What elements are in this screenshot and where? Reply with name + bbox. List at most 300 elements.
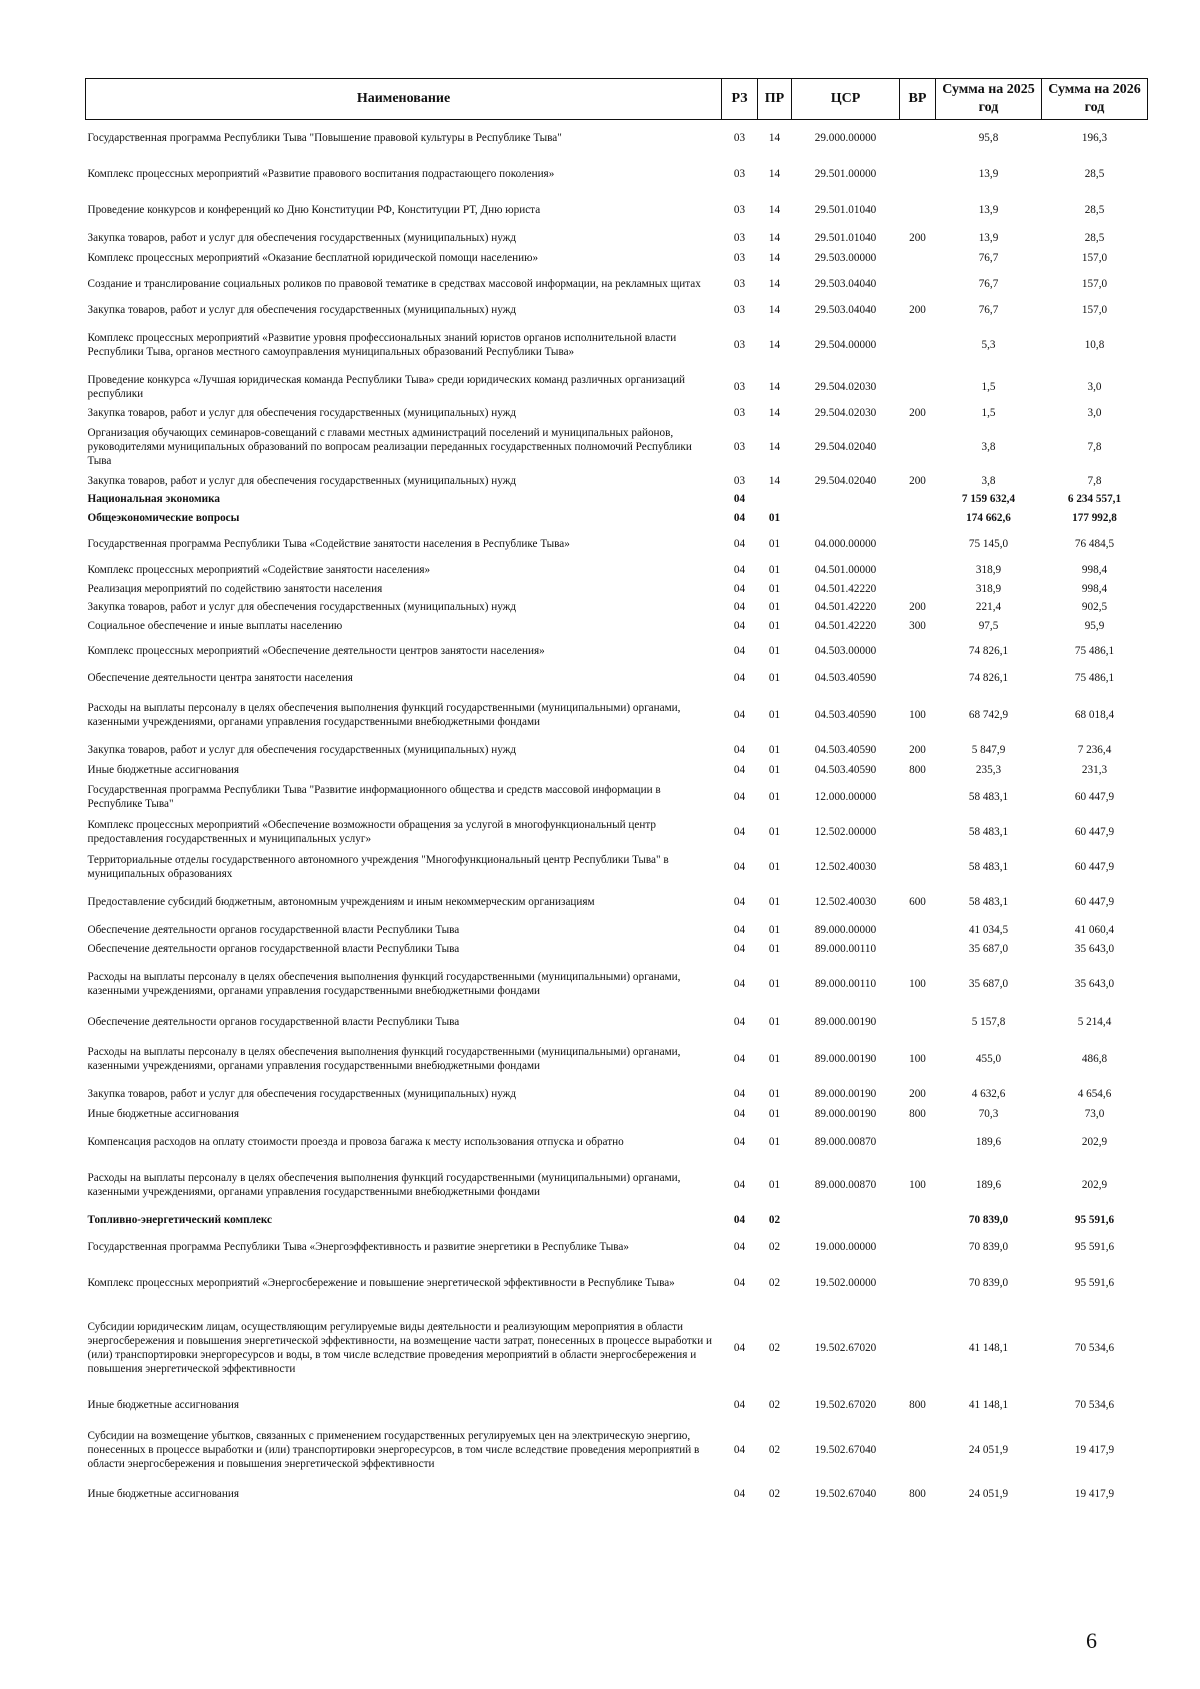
- row-vr: 100: [909, 977, 926, 990]
- row-sum-2025: 318,9: [975, 582, 1002, 595]
- row-name: Обеспечение деятельности органов государственной власти Республики Тыва: [87, 1015, 460, 1028]
- row-vr: 800: [909, 1107, 926, 1120]
- row-pr: 01: [768, 1052, 781, 1065]
- row-pr: 02: [768, 1487, 781, 1500]
- table-row: [86, 268, 1148, 300]
- row-name: Государственная программа Республики Тыва «Содействие занятости населения в Республике Тыва»: [87, 537, 570, 550]
- row-sum-2026: 231,3: [1081, 763, 1108, 776]
- row-sum-2025: 7 159 632,4: [961, 492, 1016, 505]
- row-name: Закупка товаров, работ и услуг для обеспечения государственных (муниципальных) нужд: [87, 743, 517, 756]
- row-pr: 01: [768, 563, 781, 576]
- row-rz: 04: [733, 743, 746, 756]
- row-csr: 04.503.40590: [814, 671, 877, 684]
- row-vr: [900, 814, 936, 850]
- row-name: Предоставление субсидий бюджетным, автономным учреждениям и иным некоммерческим организациям: [87, 895, 595, 908]
- row-sum-2026: 76 484,5: [1074, 537, 1115, 550]
- row-csr: 04.501.00000: [814, 563, 877, 576]
- row-sum-2026: 157,0: [1081, 303, 1108, 316]
- row-csr: 89.000.00000: [814, 923, 877, 936]
- row-sum-2025: 76,7: [978, 251, 999, 264]
- table-row: [86, 1230, 1148, 1264]
- row-sum-2025: 13,9: [978, 167, 999, 180]
- table-row: [86, 780, 1148, 814]
- header-pr: ПР: [758, 79, 792, 120]
- table-row: [86, 1416, 1148, 1484]
- row-csr: 29.503.00000: [814, 251, 877, 264]
- table-body: [86, 120, 1148, 1504]
- row-rz: 03: [733, 167, 746, 180]
- row-csr: 29.503.04040: [814, 277, 877, 290]
- row-name: Расходы на выплаты персоналу в целях обеспечения выполнения функций государственными (муниципальными) органами, казенными учреждениями, органами управления государственными внебюджетными фондами: [87, 1171, 681, 1198]
- table-row: [86, 508, 1148, 528]
- row-name: Проведение конкурсов и конференций ко Дню Конституции РФ, Конституции РТ, Дню юриста: [87, 203, 541, 216]
- row-sum-2025: 3,8: [981, 474, 996, 487]
- row-pr: 14: [768, 251, 781, 264]
- row-sum-2026: 19 417,9: [1074, 1443, 1115, 1456]
- row-sum-2026: 70 534,6: [1074, 1341, 1115, 1354]
- table-row: [86, 1302, 1148, 1394]
- row-csr: 04.503.40590: [814, 763, 877, 776]
- row-sum-2026: 41 060,4: [1074, 923, 1115, 936]
- row-csr: 29.000.00000: [814, 131, 877, 144]
- row-pr: 14: [768, 277, 781, 290]
- header-csr: ЦСР: [792, 79, 900, 120]
- row-pr: 02: [768, 1398, 781, 1411]
- header-sum-2026: Сумма на 2026 год: [1042, 79, 1148, 120]
- row-rz: 04: [733, 537, 746, 550]
- row-vr: [900, 156, 936, 192]
- row-csr: [792, 508, 900, 528]
- row-csr: [792, 1210, 900, 1230]
- row-sum-2025: 221,4: [975, 600, 1002, 613]
- table-header: [86, 79, 1148, 120]
- row-rz: 03: [733, 338, 746, 351]
- row-sum-2025: 174 662,6: [966, 511, 1011, 524]
- row-sum-2025: 70,3: [978, 1107, 999, 1120]
- row-name: Проведение конкурса «Лучшая юридическая команда Республики Тыва» среди юридических команд различных организаций республики: [87, 373, 686, 400]
- row-sum-2026: 28,5: [1084, 231, 1105, 244]
- table-row: [86, 598, 1148, 616]
- row-csr: 19.000.00000: [814, 1240, 877, 1253]
- row-name: Государственная программа Республики Тыва "Повышение правовой культуры в Республике Тыва": [87, 131, 562, 144]
- row-pr: 01: [768, 582, 781, 595]
- table-row: [86, 528, 1148, 560]
- row-sum-2025: 58 483,1: [968, 860, 1009, 873]
- row-name: Иные бюджетные ассигнования: [87, 1398, 239, 1411]
- table-row: [86, 580, 1148, 598]
- row-sum-2026: 196,3: [1081, 131, 1108, 144]
- row-rz: 04: [733, 1398, 746, 1411]
- row-csr: 29.501.00000: [814, 167, 877, 180]
- row-pr: 01: [768, 1135, 781, 1148]
- row-vr: [900, 636, 936, 666]
- row-name: Комплекс процессных мероприятий «Обеспечение возможности обращения за услугой в многофункциональный центр предоставления государственных и муниципальных услуг»: [87, 818, 656, 845]
- row-csr: 89.000.00190: [814, 1107, 877, 1120]
- table-row: [86, 884, 1148, 920]
- row-sum-2026: 19 417,9: [1074, 1487, 1115, 1500]
- table-row: [86, 1160, 1148, 1210]
- row-name: Обеспечение деятельности центра занятости населения: [87, 671, 353, 684]
- row-pr: 02: [768, 1213, 781, 1226]
- row-sum-2025: 13,9: [978, 203, 999, 216]
- row-name: Государственная программа Республики Тыва "Развитие информационного общества и средств массовой информации в Республике Тыва": [87, 783, 661, 810]
- row-name: Территориальные отделы государственного автономного учреждения "Многофункциональный центр Республики Тыва" в муниципальных образованиях: [87, 853, 669, 880]
- row-name: Топливно-энергетический комплекс: [87, 1213, 272, 1226]
- row-name: Организация обучающих семинаров-совещаний с главами местных администраций поселений и муниципальных районов, руководителями муниципальных образований по вопросам реализации переданных государственных полномочий Республики Тыва: [87, 426, 692, 467]
- row-csr: 04.501.42220: [814, 600, 877, 613]
- row-sum-2026: 28,5: [1084, 167, 1105, 180]
- table-row: [86, 1394, 1148, 1416]
- row-csr: 04.501.42220: [814, 619, 877, 632]
- row-csr: 89.000.00110: [814, 942, 877, 955]
- row-csr: 04.501.42220: [814, 582, 877, 595]
- row-pr: 14: [768, 303, 781, 316]
- row-rz: 04: [733, 582, 746, 595]
- row-rz: 03: [733, 380, 746, 393]
- row-pr: 01: [768, 600, 781, 613]
- row-sum-2025: 97,5: [978, 619, 999, 632]
- row-csr: 89.000.00190: [814, 1052, 877, 1065]
- row-name: Закупка товаров, работ и услуг для обеспечения государственных (муниципальных) нужд: [87, 600, 517, 613]
- row-csr: 29.504.02040: [814, 440, 877, 453]
- row-pr: 01: [768, 708, 781, 721]
- row-name: Иные бюджетные ассигнования: [87, 1487, 239, 1500]
- row-csr: 19.502.00000: [814, 1276, 877, 1289]
- row-name: Расходы на выплаты персоналу в целях обеспечения выполнения функций государственными (муниципальными) органами, казенными учреждениями, органами управления государственными внебюджетными фондами: [87, 1045, 681, 1072]
- table-row: [86, 958, 1148, 1010]
- row-csr: 29.501.01040: [814, 203, 877, 216]
- row-rz: 03: [733, 474, 746, 487]
- row-pr: 01: [768, 1087, 781, 1100]
- row-pr: [758, 490, 792, 508]
- header-sum-2025: Сумма на 2025 год: [936, 79, 1042, 120]
- row-pr: 01: [768, 1015, 781, 1028]
- table-row: [86, 1034, 1148, 1084]
- table-row: [86, 404, 1148, 422]
- table-row: [86, 740, 1148, 760]
- row-sum-2025: 70 839,0: [968, 1213, 1009, 1226]
- row-name: Закупка товаров, работ и услуг для обеспечения государственных (муниципальных) нужд: [87, 474, 517, 487]
- table-row: [86, 666, 1148, 690]
- row-vr: [900, 320, 936, 370]
- row-rz: 04: [733, 511, 746, 524]
- row-rz: 04: [733, 563, 746, 576]
- row-sum-2026: 902,5: [1081, 600, 1108, 613]
- row-rz: 04: [733, 1107, 746, 1120]
- row-vr: [900, 580, 936, 598]
- row-sum-2026: 95 591,6: [1074, 1213, 1115, 1226]
- row-vr: 800: [909, 1487, 926, 1500]
- row-pr: 01: [768, 1178, 781, 1191]
- table-row: [86, 636, 1148, 666]
- row-rz: 04: [733, 619, 746, 632]
- row-sum-2026: 73,0: [1084, 1107, 1105, 1120]
- row-pr: 01: [768, 860, 781, 873]
- row-sum-2026: 75 486,1: [1074, 644, 1115, 657]
- table-row: [86, 850, 1148, 884]
- row-vr: [900, 192, 936, 228]
- row-vr: [900, 1264, 936, 1302]
- row-sum-2025: 5 847,9: [971, 743, 1006, 756]
- row-pr: 02: [768, 1443, 781, 1456]
- row-name: Комплекс процессных мероприятий «Развитие уровня профессиональных знаний юристов органов исполнительной власти Республики Тыва, органов местного самоуправления муниципальных образований Республики Тыва»: [87, 331, 677, 358]
- row-pr: 01: [768, 825, 781, 838]
- row-csr: 89.000.00870: [814, 1178, 877, 1191]
- row-vr: [900, 666, 936, 690]
- row-name: Иные бюджетные ассигнования: [87, 763, 239, 776]
- row-vr: 200: [909, 743, 926, 756]
- row-name: Субсидии на возмещение убытков, связанных с применением государственных регулируемых цен на электрическую энергию, понесенных в процессе выработки и (или) транспортировки энергоресурсов, в том числе вследствие проведения мероприятий в области энергосбережения и повышения энергетической эффективности: [87, 1429, 700, 1470]
- row-name: Расходы на выплаты персоналу в целях обеспечения выполнения функций государственными (муниципальными) органами, казенными учреждениями, органами управления государственными внебюджетными фондами: [87, 970, 681, 997]
- table-row: [86, 616, 1148, 636]
- row-rz: 04: [733, 1213, 746, 1226]
- row-vr: 100: [909, 1178, 926, 1191]
- row-pr: 01: [768, 923, 781, 936]
- row-sum-2026: 60 447,9: [1074, 790, 1115, 803]
- table-row: [86, 760, 1148, 780]
- row-name: Социальное обеспечение и иные выплаты населению: [87, 619, 343, 632]
- row-rz: 04: [733, 1341, 746, 1354]
- row-pr: 01: [768, 619, 781, 632]
- row-name: Комплекс процессных мероприятий «Энергосбережение и повышение энергетической эффективности в Республике Тыва»: [87, 1276, 675, 1289]
- row-pr: 02: [768, 1240, 781, 1253]
- row-vr: [900, 268, 936, 300]
- table-row: [86, 1210, 1148, 1230]
- row-csr: 29.504.00000: [814, 338, 877, 351]
- row-sum-2026: 60 447,9: [1074, 825, 1115, 838]
- row-name: Государственная программа Республики Тыва «Энергоэффективность и развитие энергетики в Республике Тыва»: [87, 1240, 629, 1253]
- row-sum-2026: 5 214,4: [1077, 1015, 1112, 1028]
- row-vr: [900, 422, 936, 472]
- row-csr: 29.501.01040: [814, 231, 877, 244]
- row-pr: 14: [768, 440, 781, 453]
- row-sum-2026: 7,8: [1087, 474, 1102, 487]
- row-sum-2025: 189,6: [975, 1135, 1002, 1148]
- row-sum-2025: 74 826,1: [968, 671, 1009, 684]
- row-sum-2026: 202,9: [1081, 1178, 1108, 1191]
- row-rz: 04: [733, 1240, 746, 1253]
- row-vr: [900, 490, 936, 508]
- row-sum-2026: 7 236,4: [1077, 743, 1112, 756]
- row-sum-2025: 35 687,0: [968, 942, 1009, 955]
- row-name: Создание и транслирование социальных роликов по правовой тематике в средствах массовой информации, на рекламных щитах: [87, 277, 701, 290]
- row-sum-2026: 998,4: [1081, 563, 1108, 576]
- row-sum-2026: 60 447,9: [1074, 860, 1115, 873]
- row-csr: 12.502.00000: [814, 825, 877, 838]
- row-csr: 12.502.40030: [814, 895, 877, 908]
- row-sum-2025: 76,7: [978, 303, 999, 316]
- row-vr: 800: [909, 1398, 926, 1411]
- row-sum-2026: 95 591,6: [1074, 1276, 1115, 1289]
- row-vr: 200: [909, 303, 926, 316]
- row-csr: 04.503.00000: [814, 644, 877, 657]
- row-name: Компенсация расходов на оплату стоимости проезда и провоза багажа к месту использования отпуска и обратно: [87, 1135, 624, 1148]
- row-rz: 04: [733, 1052, 746, 1065]
- row-csr: 04.503.40590: [814, 708, 877, 721]
- row-rz: 04: [733, 492, 746, 505]
- row-csr: 29.503.04040: [814, 303, 877, 316]
- row-rz: 04: [733, 671, 746, 684]
- row-pr: 14: [768, 474, 781, 487]
- row-pr: 01: [768, 790, 781, 803]
- row-sum-2025: 24 051,9: [968, 1487, 1009, 1500]
- page-number: 6: [1086, 1628, 1097, 1653]
- row-vr: [900, 1124, 936, 1160]
- row-vr: [900, 120, 936, 156]
- row-rz: 03: [733, 251, 746, 264]
- row-pr: 01: [768, 671, 781, 684]
- row-name: Национальная экономика: [87, 492, 220, 505]
- row-vr: 200: [909, 231, 926, 244]
- row-csr: 04.000.00000: [814, 537, 877, 550]
- row-rz: 04: [733, 1276, 746, 1289]
- row-sum-2025: 70 839,0: [968, 1240, 1009, 1253]
- table-row: [86, 814, 1148, 850]
- row-rz: 04: [733, 825, 746, 838]
- row-sum-2025: 24 051,9: [968, 1443, 1009, 1456]
- row-vr: [900, 920, 936, 940]
- row-pr: 01: [768, 511, 781, 524]
- row-rz: 04: [733, 1178, 746, 1191]
- row-vr: [900, 850, 936, 884]
- row-rz: 04: [733, 1087, 746, 1100]
- row-rz: 04: [733, 1015, 746, 1028]
- row-sum-2025: 4 632,6: [971, 1087, 1006, 1100]
- row-rz: 03: [733, 203, 746, 216]
- row-rz: 04: [733, 708, 746, 721]
- row-name: Субсидии юридическим лицам, осуществляющим регулируемые виды деятельности и реализующим мероприятия в области энергосбережения и повышения энергетической эффективности, на возмещение части затрат, понесенных в процессе выработки и (или) транспортировки энергоресурсов и воды, в том числе вследствие проведения мероприятий в области энергосбережения и повышения энергетической эффективности: [87, 1320, 713, 1375]
- budget-table: [85, 78, 1148, 1504]
- row-sum-2026: 6 234 557,1: [1067, 492, 1122, 505]
- row-sum-2025: 318,9: [975, 563, 1002, 576]
- row-sum-2025: 75 145,0: [968, 537, 1009, 550]
- row-sum-2025: 3,8: [981, 440, 996, 453]
- row-rz: 03: [733, 303, 746, 316]
- row-name: Общеэкономические вопросы: [87, 511, 240, 524]
- header-name: Наименование: [86, 79, 722, 120]
- row-csr: 89.000.00870: [814, 1135, 877, 1148]
- table-row: [86, 192, 1148, 228]
- row-name: Комплекс процессных мероприятий «Оказание бесплатной юридической помощи населению»: [87, 251, 539, 264]
- row-name: Закупка товаров, работ и услуг для обеспечения государственных (муниципальных) нужд: [87, 231, 517, 244]
- row-vr: 100: [909, 708, 926, 721]
- row-rz: 04: [733, 644, 746, 657]
- row-csr: 19.502.67020: [814, 1341, 877, 1354]
- row-rz: 04: [733, 600, 746, 613]
- row-sum-2025: 76,7: [978, 277, 999, 290]
- row-sum-2025: 13,9: [978, 231, 999, 244]
- row-sum-2026: 7,8: [1087, 440, 1102, 453]
- row-vr: [900, 508, 936, 528]
- table-row: [86, 940, 1148, 958]
- row-pr: 01: [768, 644, 781, 657]
- row-pr: 01: [768, 977, 781, 990]
- table-row: [86, 1010, 1148, 1034]
- row-pr: 14: [768, 203, 781, 216]
- table-row: [86, 690, 1148, 740]
- table-row: [86, 370, 1148, 404]
- row-rz: 03: [733, 277, 746, 290]
- row-pr: 01: [768, 942, 781, 955]
- row-csr: 12.502.40030: [814, 860, 877, 873]
- row-name: Закупка товаров, работ и услуг для обеспечения государственных (муниципальных) нужд: [87, 1087, 517, 1100]
- table-row: [86, 320, 1148, 370]
- row-rz: 04: [733, 942, 746, 955]
- row-pr: 01: [768, 743, 781, 756]
- row-vr: [900, 1210, 936, 1230]
- row-vr: [900, 780, 936, 814]
- row-csr: 29.504.02030: [814, 406, 877, 419]
- row-sum-2026: 3,0: [1087, 406, 1102, 419]
- row-vr: [900, 1302, 936, 1394]
- row-sum-2026: 35 643,0: [1074, 942, 1115, 955]
- row-pr: 14: [768, 406, 781, 419]
- row-pr: 01: [768, 537, 781, 550]
- row-rz: 04: [733, 860, 746, 873]
- row-sum-2025: 5 157,8: [971, 1015, 1006, 1028]
- row-vr: 200: [909, 600, 926, 613]
- row-vr: [900, 370, 936, 404]
- row-rz: 04: [733, 895, 746, 908]
- row-sum-2025: 41 148,1: [968, 1341, 1009, 1354]
- row-sum-2025: 1,5: [981, 406, 996, 419]
- row-sum-2026: 4 654,6: [1077, 1087, 1112, 1100]
- row-sum-2026: 10,8: [1084, 338, 1105, 351]
- row-sum-2026: 75 486,1: [1074, 671, 1115, 684]
- row-csr: 29.504.02030: [814, 380, 877, 393]
- row-pr: 14: [768, 131, 781, 144]
- row-pr: 14: [768, 338, 781, 351]
- row-sum-2025: 455,0: [975, 1052, 1002, 1065]
- row-name: Закупка товаров, работ и услуг для обеспечения государственных (муниципальных) нужд: [87, 406, 517, 419]
- row-rz: 03: [733, 131, 746, 144]
- row-sum-2025: 95,8: [978, 131, 999, 144]
- row-vr: 800: [909, 763, 926, 776]
- row-csr: 29.504.02040: [814, 474, 877, 487]
- row-name: Обеспечение деятельности органов государственной власти Республики Тыва: [87, 942, 460, 955]
- row-sum-2026: 35 643,0: [1074, 977, 1115, 990]
- row-csr: 04.503.40590: [814, 743, 877, 756]
- row-sum-2026: 486,8: [1081, 1052, 1108, 1065]
- table-row: [86, 920, 1148, 940]
- row-sum-2026: 998,4: [1081, 582, 1108, 595]
- row-sum-2026: 177 992,8: [1072, 511, 1117, 524]
- row-name: Иные бюджетные ассигнования: [87, 1107, 239, 1120]
- row-sum-2026: 157,0: [1081, 251, 1108, 264]
- row-vr: [900, 940, 936, 958]
- row-csr: 12.000.00000: [814, 790, 877, 803]
- row-sum-2025: 41 148,1: [968, 1398, 1009, 1411]
- row-csr: 19.502.67020: [814, 1398, 877, 1411]
- row-vr: [900, 1010, 936, 1034]
- row-vr: 200: [909, 406, 926, 419]
- row-sum-2026: 28,5: [1084, 203, 1105, 216]
- row-name: Закупка товаров, работ и услуг для обеспечения государственных (муниципальных) нужд: [87, 303, 517, 316]
- row-rz: 04: [733, 763, 746, 776]
- row-sum-2025: 1,5: [981, 380, 996, 393]
- row-vr: [900, 560, 936, 580]
- row-rz: 03: [733, 440, 746, 453]
- row-rz: 04: [733, 1443, 746, 1456]
- row-vr: 200: [909, 1087, 926, 1100]
- row-csr: 89.000.00110: [814, 977, 877, 990]
- row-sum-2025: 5,3: [981, 338, 996, 351]
- row-rz: 03: [733, 406, 746, 419]
- row-vr: 100: [909, 1052, 926, 1065]
- row-sum-2026: 95,9: [1084, 619, 1105, 632]
- row-vr: 600: [909, 895, 926, 908]
- row-sum-2026: 3,0: [1087, 380, 1102, 393]
